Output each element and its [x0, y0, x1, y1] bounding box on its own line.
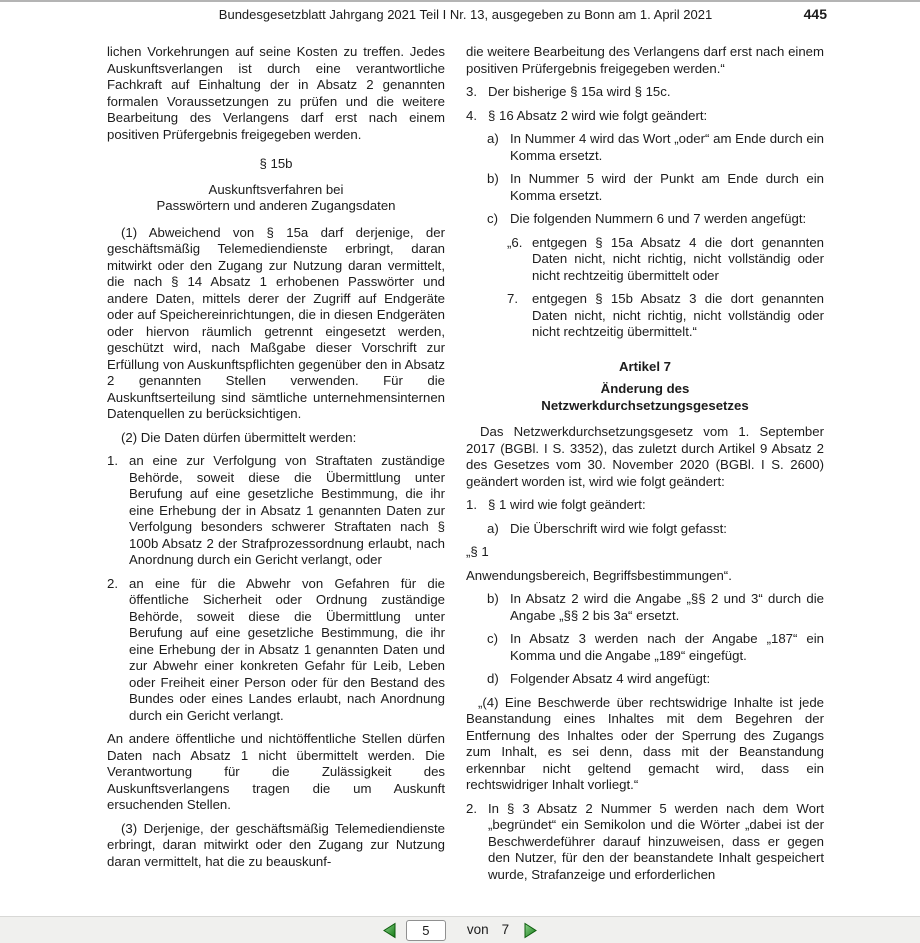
- list-item: [107, 576, 445, 725]
- pager-total-pages: 7: [501, 921, 510, 937]
- sub-list-item: [487, 671, 824, 688]
- list-item: [466, 84, 824, 101]
- nested-list-item-text: entgegen § 15b Absatz 3 die dort genannten Daten nicht, nicht richtig, nicht vollständig oder nicht rechtzeitig übermittelt.“: [532, 291, 824, 339]
- list-item-number: 1.: [107, 453, 118, 468]
- sub-list-item: [487, 591, 824, 624]
- next-page-button[interactable]: [522, 922, 538, 939]
- section-heading: § 15b: [259, 156, 293, 171]
- nested-list-item-text: entgegen § 15a Absatz 4 die dort genannten Daten nicht, nicht richtig, nicht vollständig oder nicht rechtzeitig übermittelt oder: [532, 234, 824, 283]
- sub-list-item: [487, 171, 824, 204]
- sub-list-item: [487, 521, 824, 538]
- page-number-input[interactable]: [406, 920, 446, 941]
- list-item: [466, 108, 824, 125]
- list-item: [107, 453, 445, 569]
- sub-list-item-text: In Nummer 5 wird der Punkt am Ende durch ein Komma ersetzt.: [510, 171, 824, 203]
- sub-list-item: [487, 131, 824, 164]
- list-item: [466, 801, 824, 884]
- sub-list-item: [487, 631, 824, 664]
- list-item-number: 3.: [466, 84, 477, 99]
- header-page-number: 445: [803, 6, 827, 22]
- document-body: [107, 44, 824, 890]
- sub-list-item: [487, 211, 824, 228]
- left-column: [107, 44, 445, 890]
- artikel-subtitle-line: Netzwerkdurchsetzungsgesetzes: [541, 397, 749, 413]
- list-item-number: 2.: [107, 575, 118, 591]
- sub-list-item-text: In Absatz 2 wird die Angabe „§§ 2 und 3“ durch die Angabe „§§ 2 bis 3a“ ersetzt.: [510, 591, 824, 623]
- list-item-number: 2.: [466, 800, 477, 816]
- section-subtitle-line: Auskunftsverfahren bei: [208, 181, 344, 197]
- sub-list-item-letter: b): [487, 171, 499, 186]
- paragraph-absatz-1: (1) Abweichend von § 15a darf derjenige, der geschäftsmäßig Telemediendienste erbringt, daran mitwirkt oder den Zugang zur Nutzung daran vermittelt, die nach § 14 Absatz 1 erhobenen Passwörter und andere Daten, mittels derer der Zugriff auf Endgeräte oder auf Speichereinrichtungen, die in diesen Endgeräten oder hiervon räumlich getrennt eingesetzt werden, geschützt wird, nach Maßgabe dieser Vorschrift zur Erfüllung von Auskunftspflichten gegenüber den in Absatz 2 genannten Stellen verwenden. Für die Auskunftserteilung sind sämtliche unternehmensinternen Datenquellen zu berücksichtigen.: [107, 224, 445, 421]
- paragraph-artikel-intro: Das Netzwerkdurchsetzungsgesetz vom 1. September 2017 (BGBl. I S. 3352), das zuletzt durch Artikel 9 Absatz 2 des Gesetzes vom 30. November 2020 (BGBl. I S. 2600) geändert worden ist, wird wie folgt geändert:: [466, 424, 824, 489]
- prev-page-button[interactable]: [382, 922, 398, 939]
- pager-bar: [0, 916, 920, 943]
- paragraph-absatz-3: (3) Derjenige, der geschäftsmäßig Telemediendienste erbringt, daran mitwirkt oder den Zugang zur Nutzung daran vermittelt, hat die zu beauskunf-: [107, 820, 445, 869]
- sub-list-item-letter: c): [487, 631, 498, 646]
- right-column: [466, 44, 824, 890]
- sub-list-item-text: Die Überschrift wird wie folgt gefasst:: [510, 520, 727, 536]
- sub-list-item-letter: a): [487, 520, 499, 536]
- artikel-heading: Artikel 7: [618, 358, 672, 374]
- nested-list-item-number: „6.: [507, 234, 523, 250]
- sub-list-item-text: Die folgenden Nummern 6 und 7 werden angefügt:: [510, 211, 807, 226]
- list-item: [466, 497, 824, 514]
- quote-continuation: die weitere Bearbeitung des Verlangens darf erst nach einem positiven Prüfergebnis freigegeben werden.“: [466, 44, 824, 76]
- quoted-section-heading: „§ 1: [466, 544, 489, 559]
- nested-list-item: [507, 291, 824, 341]
- nested-list-item: [507, 235, 824, 285]
- header-title: Bundesgesetzblatt Jahrgang 2021 Teil I Nr. 13, ausgegeben zu Bonn am 1. April 2021: [218, 7, 713, 22]
- quoted-paragraph: „(4) Eine Beschwerde über rechtswidrige Inhalte ist jede Beanstandung eines Inhaltes mit dem Begehren der Entfernung des Inhaltes oder der Sperrung des Zugangs zum Inhalt, es sei denn, dass mit der Beanstandung erkennbar nicht geltend gemacht wird, dass ein rechtswidriger Inhalt vorliegt.“: [466, 694, 824, 792]
- paragraph-continuation: lichen Vorkehrungen auf seine Kosten zu treffen. Jedes Auskunftsverlangen ist durch eine verantwortliche Fachkraft auf Einhaltung der in Absatz 2 genannten formalen Voraussetzungen zu prüfen und die weitere Bearbeitung des Verlangens darf erst nach einem positiven Prüfergebnis freigegeben werden.: [107, 44, 445, 142]
- pager-of-label: von: [466, 921, 489, 937]
- artikel-subtitle: [466, 381, 824, 414]
- sub-list-item-letter: a): [487, 131, 499, 146]
- list-item-text: an eine für die Abwehr von Gefahren für die öffentliche Sicherheit oder Ordnung zuständige Behörde, soweit diese die Übermittlung unter Berufung auf eine gesetzliche Bestimmung, die ihr eine Erhebung der in Absatz 1 genannten Daten und zur Abwehr einer konkreten Gefahr für Leib, Leben oder Freiheit einer Person oder für den Bestand des Bundes oder eines Landes erlaubt, nach Anordnung durch ein Gericht verlangt.: [129, 575, 445, 723]
- sub-list-item-letter: c): [487, 211, 498, 226]
- list-item-number: 4.: [466, 107, 477, 123]
- list-item-number: 1.: [466, 497, 477, 512]
- paragraph-absatz-2-intro: (2) Die Daten dürfen übermittelt werden:: [121, 429, 357, 445]
- sub-list-item-text: In Absatz 3 werden nach der Angabe „187“ ein Komma und die Angabe „189“ eingefügt.: [510, 631, 824, 663]
- section-subtitle: [107, 182, 445, 215]
- sub-list-item-letter: d): [487, 671, 499, 686]
- prev-page-icon: [382, 922, 398, 939]
- sub-list-item-text: In Nummer 4 wird das Wort „oder“ am Ende durch ein Komma ersetzt.: [510, 131, 824, 163]
- paragraph-closing: An andere öffentliche und nichtöffentliche Stellen dürfen Daten nach Absatz 1 nicht übermittelt werden. Die Verantwortung für die Zulässigkeit des Auskunftsverlangens tragen die um Auskunft ersuchenden Stellen.: [107, 731, 445, 812]
- list-item-text: § 16 Absatz 2 wird wie folgt geändert:: [488, 107, 708, 123]
- list-item-text: an eine zur Verfolgung von Straftaten zuständige Behörde, soweit diese die Übermittlung unter Berufung auf eine gesetzliche Bestimmung, die ihr eine Erhebung der in Absatz 1 genannten Daten zur Verfolgung besonders schwerer Straftaten nach § 100b Absatz 2 der Strafprozessordnung erlaubt, nach Anordnung durch ein Gericht verlangt, oder: [129, 453, 445, 567]
- list-item-text: § 1 wird wie folgt geändert:: [488, 497, 646, 512]
- next-page-icon: [522, 922, 538, 939]
- sub-list-item-text: Folgender Absatz 4 wird angefügt:: [510, 671, 711, 686]
- list-item-text: Der bisherige § 15a wird § 15c.: [488, 84, 671, 99]
- section-subtitle-line: Passwörtern und anderen Zugangsdaten: [156, 198, 396, 213]
- artikel-subtitle-line: Änderung des: [600, 381, 690, 396]
- list-item-text: In § 3 Absatz 2 Nummer 5 werden nach dem Wort „begründet“ ein Semikolon und die Wörter „dabei ist der Beschwerdeführer darauf hinzuweisen, dass er gegen den Nutzer, für den der beanstandete Inhalt gespeichert wurde, Strafanzeige und erforderlichen: [488, 800, 824, 882]
- sub-list-item-letter: b): [487, 591, 499, 606]
- nested-list-item-number: 7.: [507, 291, 518, 306]
- quoted-section-title: Anwendungsbereich, Begriffsbestimmungen“.: [466, 567, 732, 583]
